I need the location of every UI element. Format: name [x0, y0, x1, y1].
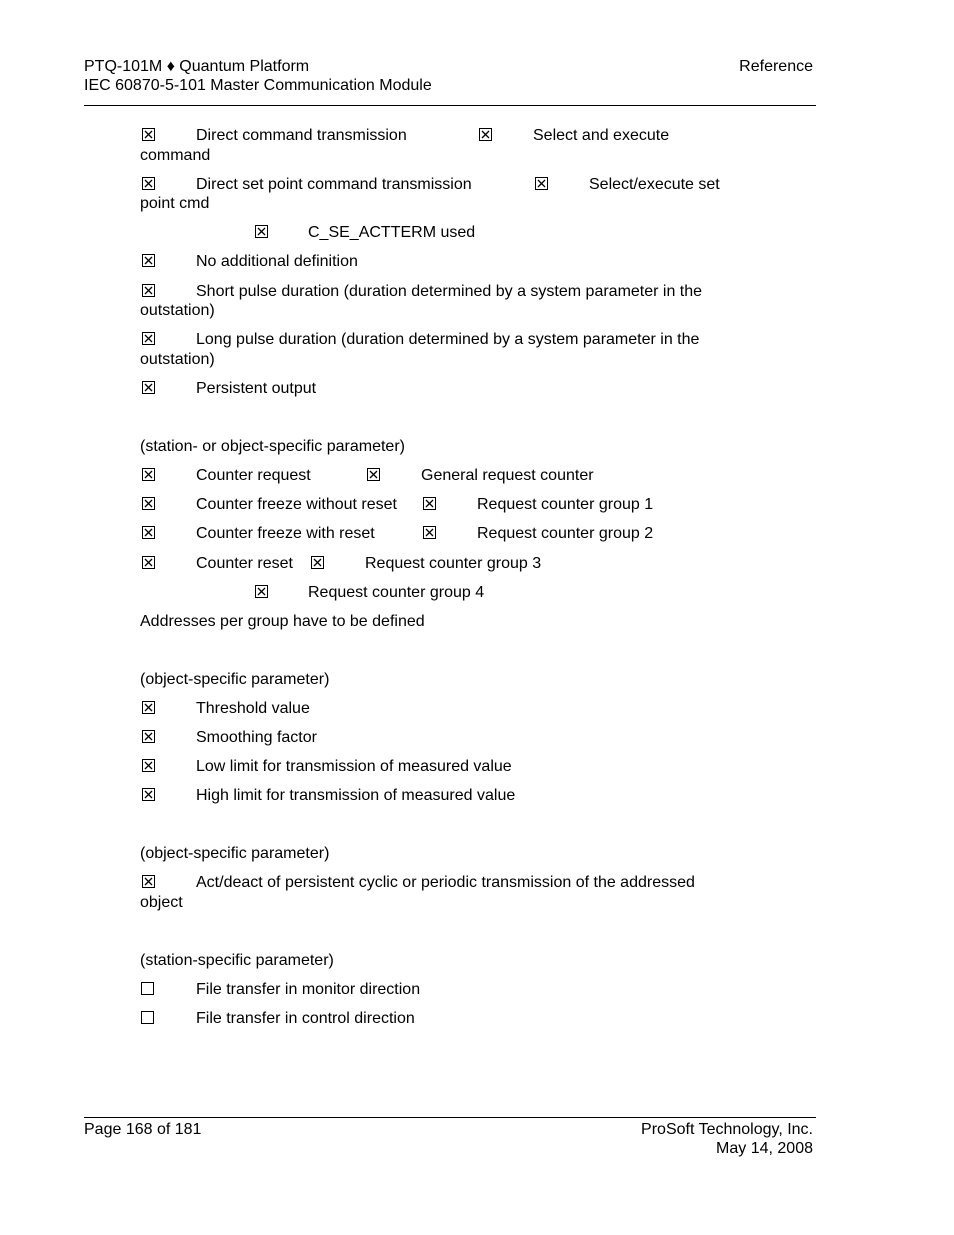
checked-box-icon[interactable] — [311, 556, 324, 569]
checked-box-icon[interactable] — [142, 759, 155, 772]
checked-box-icon[interactable] — [142, 468, 155, 481]
unchecked-box-icon[interactable] — [141, 1011, 154, 1024]
footer-company: ProSoft Technology, Inc. — [641, 1121, 813, 1138]
checked-box-icon[interactable] — [479, 128, 492, 141]
header-subtitle: IEC 60870-5-101 Master Communication Module — [84, 77, 432, 94]
checked-box-icon[interactable] — [142, 332, 155, 345]
option-long-pulse-wrap: outstation) — [140, 351, 215, 368]
checked-box-icon[interactable] — [142, 284, 155, 297]
checked-box-icon[interactable] — [535, 177, 548, 190]
checked-box-icon[interactable] — [142, 526, 155, 539]
header-rule — [84, 105, 816, 106]
checked-box-icon[interactable] — [255, 585, 268, 598]
option-short-pulse: Short pulse duration (duration determined by a system parameter in the — [196, 283, 703, 300]
option-request-group-2: Request counter group 2 — [477, 525, 654, 542]
option-select-execute-setpoint-wrap: point cmd — [140, 195, 210, 212]
option-request-group-1: Request counter group 1 — [477, 496, 654, 513]
file-section-heading: (station-specific parameter) — [140, 952, 334, 969]
option-high-limit: High limit for transmission of measured value — [196, 787, 516, 804]
checked-box-icon[interactable] — [255, 225, 268, 238]
option-monitor-direction: File transfer in monitor direction — [196, 981, 421, 998]
header-section: Reference — [739, 58, 813, 75]
option-general-request-counter: General request counter — [421, 467, 594, 484]
option-select-execute: Select and execute — [533, 127, 670, 144]
option-c-se-actterm: C_SE_ACTTERM used — [308, 224, 476, 241]
checked-box-icon[interactable] — [142, 497, 155, 510]
footer-date: May 14, 2008 — [716, 1140, 813, 1157]
option-low-limit: Low limit for transmission of measured value — [196, 758, 512, 775]
option-threshold: Threshold value — [196, 700, 310, 717]
footer-rule — [84, 1117, 816, 1118]
checked-box-icon[interactable] — [142, 177, 155, 190]
checked-box-icon[interactable] — [142, 556, 155, 569]
checked-box-icon[interactable] — [423, 497, 436, 510]
unchecked-box-icon[interactable] — [141, 982, 154, 995]
option-direct-command: Direct command transmission — [196, 127, 407, 144]
option-freeze-with-reset: Counter freeze with reset — [196, 525, 375, 542]
checked-box-icon[interactable] — [142, 254, 155, 267]
addresses-note: Addresses per group have to be defined — [140, 613, 425, 630]
checked-box-icon[interactable] — [142, 875, 155, 888]
checked-box-icon[interactable] — [367, 468, 380, 481]
header-title: PTQ-101M ♦ Quantum Platform — [84, 58, 310, 75]
option-control-direction: File transfer in control direction — [196, 1010, 415, 1027]
option-short-pulse-wrap: outstation) — [140, 302, 215, 319]
parameter-section-heading: (object-specific parameter) — [140, 671, 330, 688]
option-select-execute-setpoint: Select/execute set — [589, 176, 720, 193]
option-act-deact-wrap: object — [140, 894, 183, 911]
checked-box-icon[interactable] — [423, 526, 436, 539]
option-counter-reset: Counter reset — [196, 555, 293, 572]
page-number: Page 168 of 181 — [84, 1121, 202, 1138]
option-request-group-3: Request counter group 3 — [365, 555, 542, 572]
option-smoothing: Smoothing factor — [196, 729, 317, 746]
option-select-execute-wrap: command — [140, 147, 211, 164]
option-request-group-4: Request counter group 4 — [308, 584, 485, 601]
option-direct-setpoint: Direct set point command transmission — [196, 176, 472, 193]
option-no-additional: No additional definition — [196, 253, 358, 270]
checked-box-icon[interactable] — [142, 381, 155, 394]
counter-section-heading: (station- or object-specific parameter) — [140, 438, 405, 455]
option-act-deact: Act/deact of persistent cyclic or periodic transmission of the addressed — [196, 874, 695, 891]
checked-box-icon[interactable] — [142, 730, 155, 743]
option-long-pulse: Long pulse duration (duration determined by a system parameter in the — [196, 331, 700, 348]
checked-box-icon[interactable] — [142, 701, 155, 714]
option-freeze-without-reset: Counter freeze without reset — [196, 496, 397, 513]
checked-box-icon[interactable] — [142, 788, 155, 801]
checked-box-icon[interactable] — [142, 128, 155, 141]
activation-section-heading: (object-specific parameter) — [140, 845, 330, 862]
option-counter-request: Counter request — [196, 467, 311, 484]
option-persistent-output: Persistent output — [196, 380, 317, 397]
